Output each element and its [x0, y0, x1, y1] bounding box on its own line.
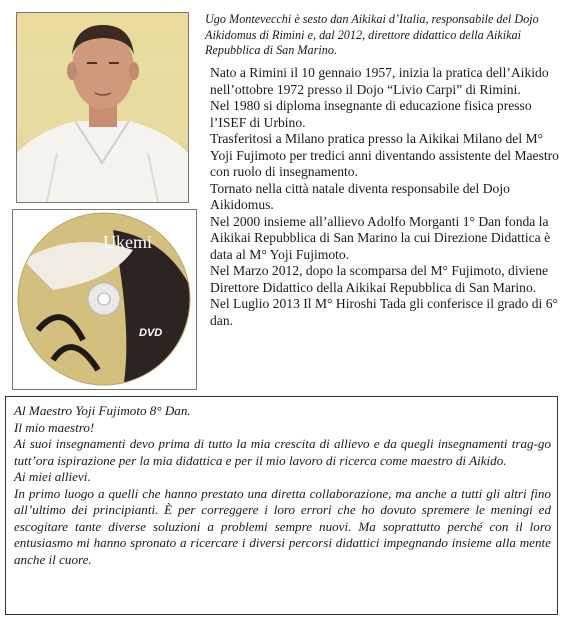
dedication-subheading: Il mio maestro!	[14, 419, 95, 435]
bio-paragraph: Trasferitosi a Milano pratica presso la Aikikai Milano del M° Yoji Fujimoto per tredici anni diventando assistente del Maestro con ruolo di insegnamento.	[210, 131, 559, 179]
bio-paragraph: Nel Marzo 2012, dopo la scomparsa del M° Fujimoto, diviene Direttore Didattico della Aikikai Repubblica di San Marino.	[210, 263, 549, 295]
dvd-logo: DVD	[139, 327, 163, 339]
dedication-paragraph: In primo luogo a quelli che hanno prestato una diretta collaborazione, ma anche a tutti gli altri fino all’ultimo dei principianti. È per correggere i loro errori che ho dovuto spremere le meningi ed escogitare tante diverse soluzioni a problemi sempre nuovi. Ma soprattutto perché con il loro entusiasmo mi hanno spronato a ricercare i diversi percorsi didattici impegnando insieme alla mente anche il cuore.	[14, 485, 551, 567]
intro-text: Ugo Montevecchi è sesto dan Aikikai d’Italia, responsabile del Dojo Aikidomus di Rimini e, dal 2012, direttore didattico della Aikikai Repubblica di San Marino.	[205, 12, 539, 57]
bio-paragraph: Nel Luglio 2013 Il M° Hiroshi Tada gli conferisce il grado di 6° dan.	[210, 296, 558, 328]
bio-paragraph: Tornato nella città natale diventa responsabile del Dojo Aikidomus.	[210, 180, 510, 212]
dvd-title: Ukemi	[103, 232, 152, 252]
bio-paragraph: Nel 1980 si diploma insegnante di educazione fisica presso l’ISEF di Urbino.	[210, 98, 532, 130]
biography	[210, 65, 565, 329]
portrait-photo	[16, 12, 189, 203]
bio-paragraph: Nato a Rimini il 10 gennaio 1957, inizia la pratica dell’Aikido nell’ottobre 1972 presso il Dojo “Livio Carpi” di Rimini.	[210, 65, 549, 97]
dedication-box	[5, 396, 558, 615]
dedication-subheading: Ai miei allievi.	[14, 469, 91, 484]
bio-paragraph: Nel 2000 insieme all’allievo Adolfo Morganti 1° Dan fonda la Aikikai Repubblica di San Marino la cui Direzione Didattica è data al M° Yoji Fujimoto.	[210, 213, 551, 262]
dedication-heading: Al Maestro Yoji Fujimoto 8° Dan.	[14, 403, 191, 418]
dvd-cover-image	[12, 209, 197, 390]
dedication-paragraph: Ai suoi insegnamenti devo prima di tutto la mia crescita di allievo e da quegli insegnamenti trag-go tutt’ora ispirazione per la mia didattica e per il mio lavoro di ricerca come maestro di Aikido.	[14, 436, 551, 468]
